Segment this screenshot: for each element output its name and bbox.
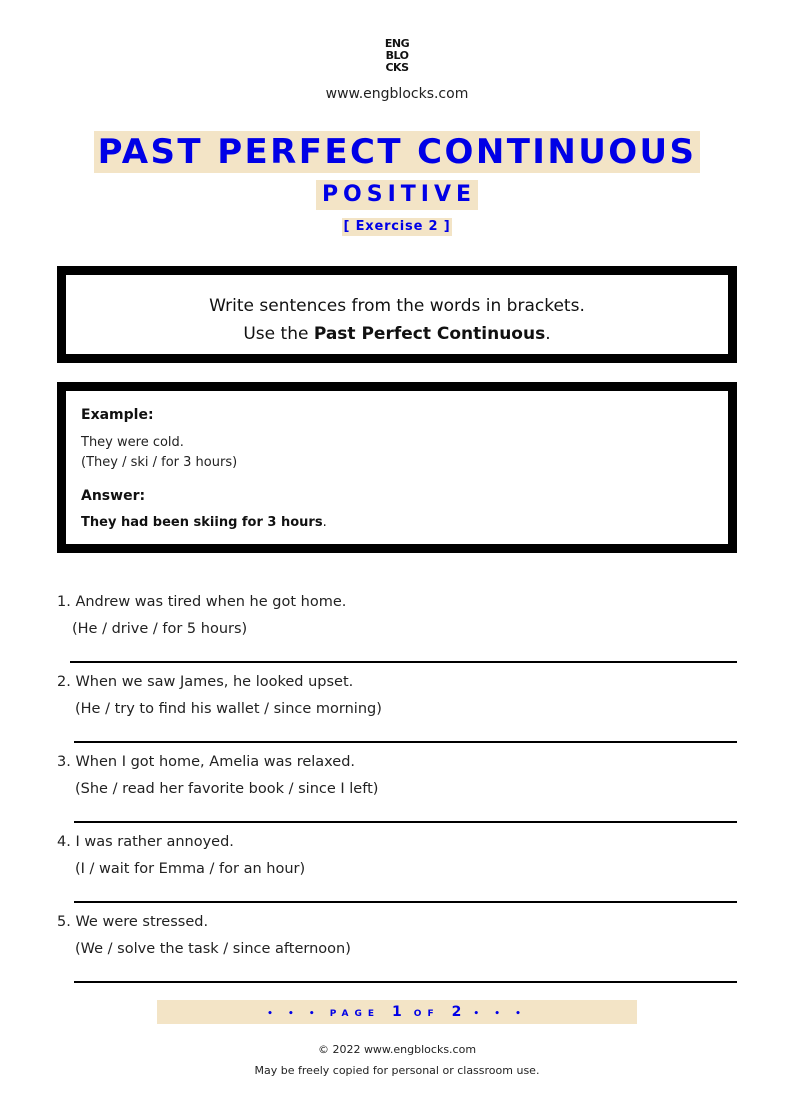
exercise-label: [ Exercise 2 ] bbox=[343, 219, 451, 234]
page-title: PAST PERFECT CONTINUOUS bbox=[94, 131, 701, 173]
subtitle-container bbox=[0, 180, 794, 210]
answer-line-3[interactable] bbox=[74, 821, 737, 823]
example-answer bbox=[81, 513, 728, 533]
answer-line-4[interactable] bbox=[74, 901, 737, 903]
question-text: 2. When we saw James, he looked upset. bbox=[57, 674, 354, 690]
page-dots-end: • • • bbox=[473, 1009, 527, 1019]
example-answer-text: They had been skiing for 3 hours bbox=[81, 515, 323, 530]
answer-line-2[interactable] bbox=[74, 741, 737, 743]
logo-line-2: BLO bbox=[385, 49, 409, 62]
question-2 bbox=[57, 672, 737, 719]
title-container bbox=[0, 131, 794, 173]
page-word: • • • PAGE bbox=[267, 1009, 381, 1019]
answer-label: Answer: bbox=[81, 488, 146, 504]
example-sentence: They were cold. bbox=[81, 435, 184, 450]
question-text: 4. I was rather annoyed. bbox=[57, 834, 234, 850]
exercise-container bbox=[0, 215, 794, 236]
question-3 bbox=[57, 752, 737, 799]
logo-line-1: ENG bbox=[384, 37, 410, 50]
page-indicator bbox=[157, 1000, 637, 1024]
total-pages: 2 bbox=[451, 1004, 462, 1020]
question-hint: (He / drive / for 5 hours) bbox=[72, 621, 248, 637]
question-hint: (We / solve the task / since afternoon) bbox=[75, 941, 351, 957]
instructions-suffix: . bbox=[545, 324, 551, 344]
copyright: © 2022 www.engblocks.com bbox=[317, 1043, 477, 1056]
question-text: 1. Andrew was tired when he got home. bbox=[57, 594, 347, 610]
answer-line-1[interactable] bbox=[70, 661, 737, 663]
example-hint: (They / ski / for 3 hours) bbox=[81, 455, 238, 470]
engblocks-logo bbox=[380, 38, 414, 74]
instructions-box bbox=[57, 266, 737, 363]
page-subtitle: POSITIVE bbox=[316, 180, 478, 210]
example-label: Example: bbox=[81, 407, 154, 423]
instructions-line-2 bbox=[66, 320, 728, 348]
logo-line-3: CKS bbox=[385, 61, 409, 74]
question-5 bbox=[57, 912, 737, 959]
question-text: 3. When I got home, Amelia was relaxed. bbox=[57, 754, 356, 770]
current-page: 1 bbox=[392, 1004, 402, 1020]
instructions-line-1: Write sentences from the words in brackets. bbox=[209, 296, 585, 316]
answer-line-5[interactable] bbox=[74, 981, 737, 983]
question-text: 5. We were stressed. bbox=[57, 914, 209, 930]
example-answer-end: . bbox=[322, 515, 327, 530]
instructions-tense: Past Perfect Continuous bbox=[313, 324, 546, 344]
question-4 bbox=[57, 832, 737, 879]
site-url[interactable]: www.engblocks.com bbox=[325, 86, 469, 102]
question-hint: (He / try to find his wallet / since morning) bbox=[75, 701, 382, 717]
question-hint: (She / read her favorite book / since I left) bbox=[75, 781, 379, 797]
instructions-prefix: Use the bbox=[243, 324, 314, 344]
of-word: OF bbox=[413, 1009, 440, 1019]
example-box bbox=[57, 382, 737, 553]
question-hint: (I / wait for Emma / for an hour) bbox=[75, 861, 306, 877]
usage-note: May be freely copied for personal or classroom use. bbox=[254, 1064, 540, 1077]
question-1 bbox=[57, 592, 737, 639]
